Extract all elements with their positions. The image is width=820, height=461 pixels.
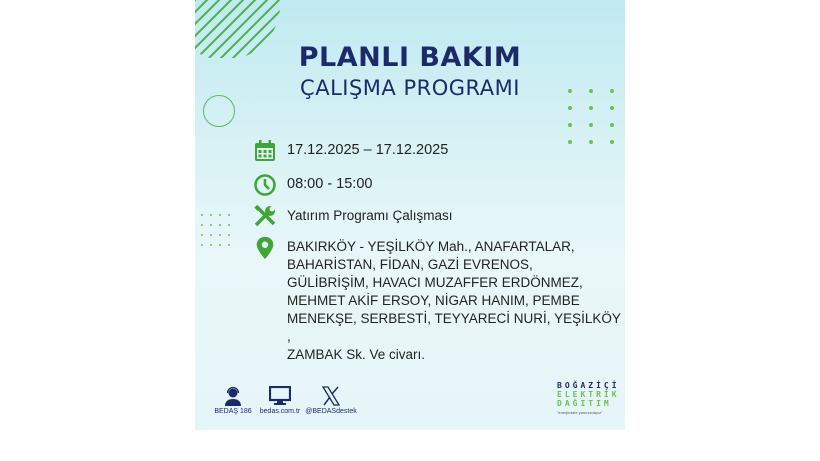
address-line: BAKIRKÖY - YEŞİLKÖY Mah., ANAFARTALAR, (287, 239, 575, 254)
address-line: GÜLİBRİŞİM, HAVACI MUZAFFER ERDÖNMEZ, (287, 275, 583, 290)
clock-icon (253, 173, 277, 197)
work-type-row (253, 204, 453, 228)
x-logo-icon (321, 386, 341, 406)
address-list (287, 238, 625, 364)
website-link[interactable]: bedas.com.tr (257, 386, 303, 415)
phone-contact: BEDAŞ 186 (213, 386, 253, 415)
address-line: MENEKŞE, SERBESTİ, TEYYARECİ NURİ, YEŞİLKÖY , (287, 311, 621, 344)
time-row (253, 173, 372, 197)
date-row (253, 139, 448, 163)
bedas-logo: BOĞAZİÇİ ELEKTRİK DAĞITIM "enerjimizle yanınızdayız" (557, 381, 620, 415)
address-line: BAHARİSTAN, FİDAN, GAZİ EVRENOS, (287, 257, 533, 272)
date-range: 17.12.2025 – 17.12.2025 (287, 142, 449, 158)
location-pin-icon (253, 236, 277, 260)
tools-icon (253, 204, 277, 228)
maintenance-poster (195, 0, 625, 430)
twitter-link[interactable]: @BEDASdestek (305, 386, 357, 415)
monitor-icon (269, 386, 291, 406)
decorative-dots-left (201, 214, 230, 246)
work-type: Yatırım Programı Çalışması (287, 208, 453, 223)
time-range: 08:00 - 15:00 (287, 176, 373, 192)
address-line: MEHMET AKİF ERSOY, NİGAR HANIM, PEMBE (287, 293, 580, 308)
call-center-icon (223, 386, 243, 406)
address-row (253, 236, 625, 364)
page-title: PLANLI BAKIM (298, 42, 522, 73)
page-subtitle: ÇALIŞMA PROGRAMI (300, 76, 520, 100)
address-line: ZAMBAK Sk. Ve civarı. (287, 347, 426, 362)
calendar-icon (253, 139, 277, 163)
